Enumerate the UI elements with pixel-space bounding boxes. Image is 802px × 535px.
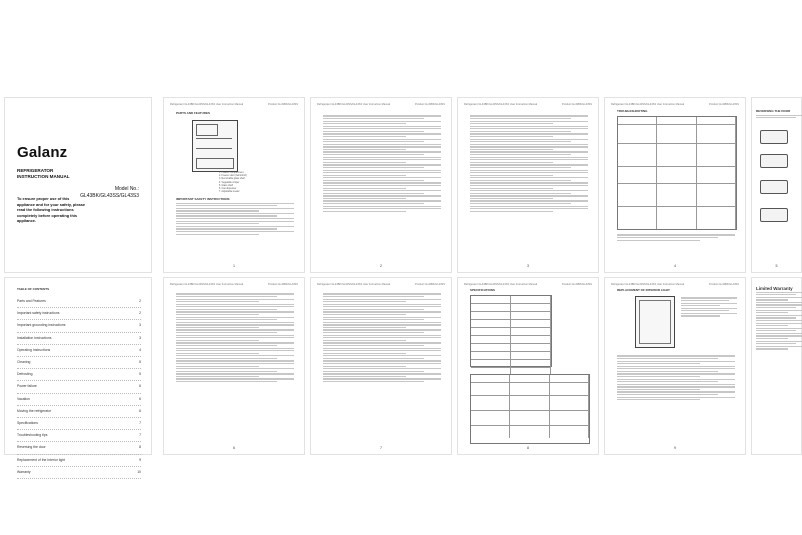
page-6 [163, 277, 305, 455]
warranty-heading: Limited Warranty [756, 286, 793, 291]
cover-title-1: REFRIGERATOR [17, 168, 54, 173]
page-number: 5 [775, 264, 778, 268]
door-heading: REVERSING THE DOOR [756, 109, 791, 113]
page-10 [751, 277, 802, 455]
troubleshooting-table [617, 116, 737, 230]
page-5 [751, 97, 802, 273]
toc-item[interactable]: Important grounding instructions 3 [17, 320, 141, 332]
page-header: Refrigerator GL43BK/GL43SS/GL43S3 User Instruction Manual Product GL43BK/GL43SS [464, 283, 592, 286]
toc-item[interactable]: Defrosting 5 [17, 369, 141, 381]
page-header: Refrigerator GL43BK/GL43SS/GL43S3 User Instruction Manual Product GL43BK/GL43SS [317, 103, 445, 106]
cover-safety-note: To ensure proper use of this appliance and for your safety, please read the following instructions completely before operating this appliance. [17, 196, 86, 224]
page-header: Refrigerator GL43BK/GL43SS/GL43S3 User Instruction Manual Product GL43BK/GL43SS [317, 283, 445, 286]
page-number: 8 [527, 446, 529, 450]
toc-item[interactable]: Warranty 10 [17, 467, 141, 479]
toc-item[interactable]: Replacement of the Interior light 9 [17, 455, 141, 467]
page-3 [457, 97, 599, 273]
toc-item[interactable]: Power failure 6 [17, 381, 141, 393]
page-7 [310, 277, 452, 455]
hinge-illustration [760, 180, 788, 194]
hinge-illustration [760, 208, 788, 222]
page-4 [604, 97, 746, 273]
page-8 [457, 277, 599, 455]
page-2 [310, 97, 452, 273]
specs-heading: SPECIFICATIONS [470, 288, 495, 292]
page-9 [604, 277, 746, 455]
toc-item[interactable]: Parts and Features 2 [17, 296, 141, 308]
cover-page [4, 97, 152, 273]
hinge-illustration [760, 130, 788, 144]
page-number: 1 [233, 264, 235, 268]
page-number: 2 [380, 264, 382, 268]
cover-title-2: INSTRUCTION MANUAL [17, 174, 70, 179]
page-header: Refrigerator GL43BK/GL43SS/GL43S3 User Instruction Manual Product GL43BK/GL43SS [611, 283, 739, 286]
page-number: 9 [674, 446, 676, 450]
parts-heading: PARTS AND FEATURES [176, 111, 210, 115]
toc-item[interactable]: Troubleshooting tips 7 [17, 430, 141, 442]
page-header: Refrigerator GL43BK/GL43SS/GL43S3 User Instruction Manual Product GL43BK/GL43SS [170, 283, 298, 286]
toc-item[interactable]: Moving the refrigerator 6 [17, 406, 141, 418]
toc-title: TABLE OF CONTENTS [17, 287, 50, 291]
specs-table [470, 295, 552, 367]
page-number: 4 [674, 264, 676, 268]
page-header: Refrigerator GL43BK/GL43SS/GL43S3 User Instruction Manual Product GL43BK/GL43SS [170, 103, 298, 106]
parts-list: 1. Freezer compartment 2. Freezer door (behind lid) 3. Removable glass shelf 4. Vegetable crisper 5. Glass shelf 6. Can dispenser 7. Adjustable leveler [219, 172, 247, 194]
toc-page [4, 277, 152, 474]
hinge-illustration [760, 154, 788, 168]
page-1 [163, 97, 305, 273]
toc-item[interactable]: Vacation 6 [17, 394, 141, 406]
safety-heading: IMPORTANT SAFETY INSTRUCTIONS [176, 197, 230, 201]
page-number: 3 [527, 264, 529, 268]
toc-item[interactable]: Important safety instructions 2 [17, 308, 141, 320]
fridge-diagram [192, 120, 238, 172]
cover-model-label: Model No.: [114, 186, 139, 192]
toc-item[interactable]: Cleaning 5 [17, 357, 141, 369]
toc-item[interactable]: Specifications 7 [17, 418, 141, 430]
toc-item[interactable]: Installation Instructions 3 [17, 333, 141, 345]
toc-item[interactable]: Operating Instructions 4 [17, 345, 141, 357]
troubleshooting-heading: TROUBLESHOOTING [617, 109, 648, 113]
page-header: Refrigerator GL43BK/GL43SS/GL43S3 User Instruction Manual Product GL43BK/GL43SS [611, 103, 739, 106]
toc-list [17, 296, 141, 479]
brand-logo: Galanz [17, 144, 68, 161]
door-diagram [635, 296, 675, 348]
troubleshooting-table-2 [470, 374, 590, 444]
page-header: Refrigerator GL43BK/GL43SS/GL43S3 User Instruction Manual Product GL43BK/GL43SS [464, 103, 592, 106]
page-number: 6 [233, 446, 235, 450]
page-number: 7 [380, 446, 382, 450]
cover-models: GL43BK/GL43SS/GL43S3 [80, 193, 139, 199]
toc-item[interactable]: Reversing the door 8 [17, 442, 141, 454]
light-heading: REPLACEMENT OF INTERIOR LIGHT [617, 288, 670, 292]
